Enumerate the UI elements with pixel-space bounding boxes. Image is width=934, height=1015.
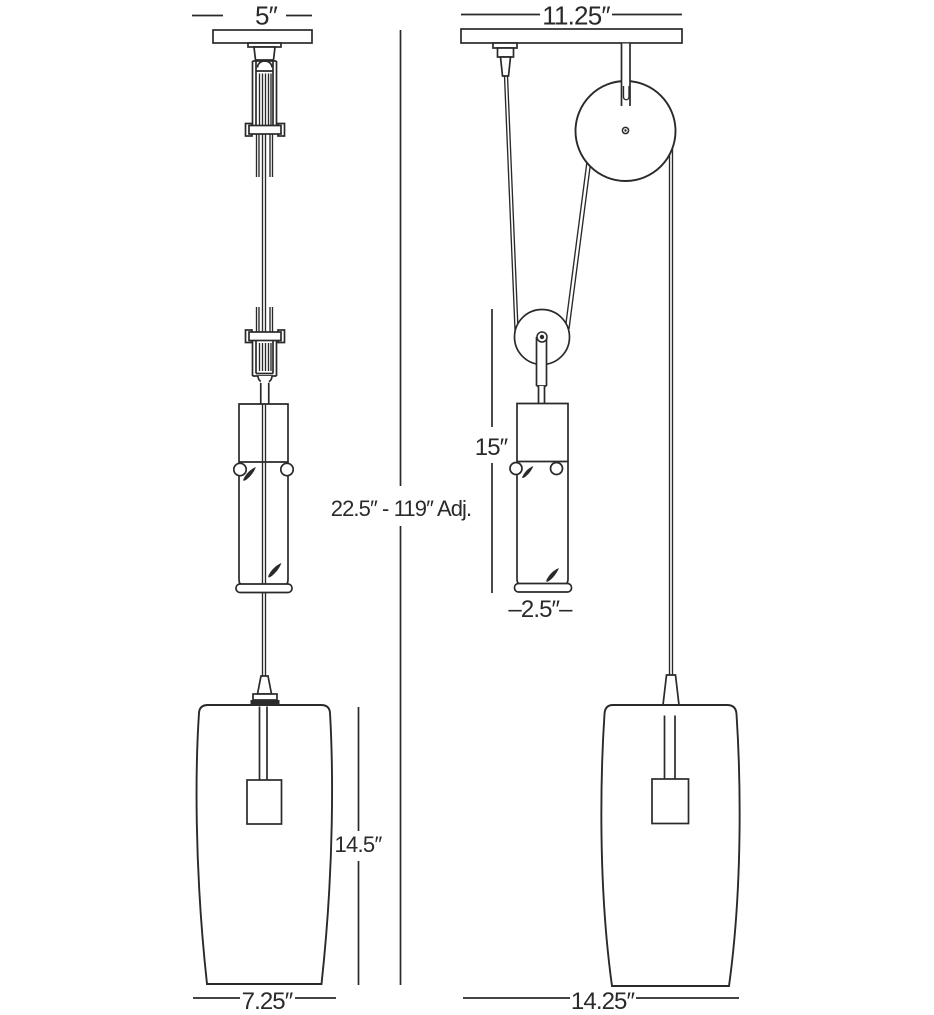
front-counterweight bbox=[234, 404, 293, 676]
side-shade bbox=[601, 705, 739, 986]
front-upper-pulley bbox=[246, 61, 285, 136]
front-shade bbox=[197, 705, 332, 984]
front-upper-straps bbox=[257, 134, 273, 177]
front-lower-pulley bbox=[246, 330, 285, 404]
front-shade-width-label: 7.25″ bbox=[241, 988, 293, 1015]
side-thumbscrew-right bbox=[551, 463, 563, 475]
shade-height-label: 14.5″ bbox=[334, 832, 382, 857]
side-view bbox=[461, 1, 740, 1015]
side-small-pulley bbox=[515, 310, 570, 405]
side-canopy bbox=[461, 29, 682, 43]
side-shade-width-label: 14.25″ bbox=[570, 988, 635, 1015]
side-canopy-width-label: 11.25″ bbox=[542, 0, 610, 31]
counterweight-width-label: –2.5″– bbox=[508, 596, 572, 623]
side-canopy-cord-grip bbox=[493, 43, 517, 76]
side-counterweight-base bbox=[515, 584, 572, 593]
side-cable-down bbox=[505, 76, 519, 342]
side-cable-diagonal bbox=[566, 150, 593, 329]
front-cable-upper bbox=[263, 134, 266, 332]
front-counterweight-base bbox=[236, 584, 292, 593]
side-thumbscrew-left bbox=[510, 463, 522, 475]
side-main-pulley bbox=[576, 44, 676, 182]
overall-height-label: 22.5″ - 119″ Adj. bbox=[330, 496, 472, 521]
front-canopy bbox=[213, 30, 312, 43]
front-thumbscrew-right bbox=[281, 463, 293, 475]
front-lamp-socket bbox=[247, 780, 282, 824]
front-lower-straps bbox=[257, 307, 273, 333]
front-hanger-loop bbox=[258, 61, 273, 67]
side-cable-to-shade bbox=[670, 140, 673, 676]
counterweight-drop-label: 15″ bbox=[474, 434, 508, 461]
front-cord-grip bbox=[251, 676, 280, 707]
side-lamp-socket bbox=[652, 779, 689, 824]
side-counterweight bbox=[510, 404, 572, 593]
front-thumbscrew-left bbox=[234, 463, 246, 475]
front-view bbox=[192, 1, 471, 1015]
front-canopy-width-label: 5″ bbox=[254, 0, 278, 31]
front-canopy-socket bbox=[254, 47, 275, 60]
